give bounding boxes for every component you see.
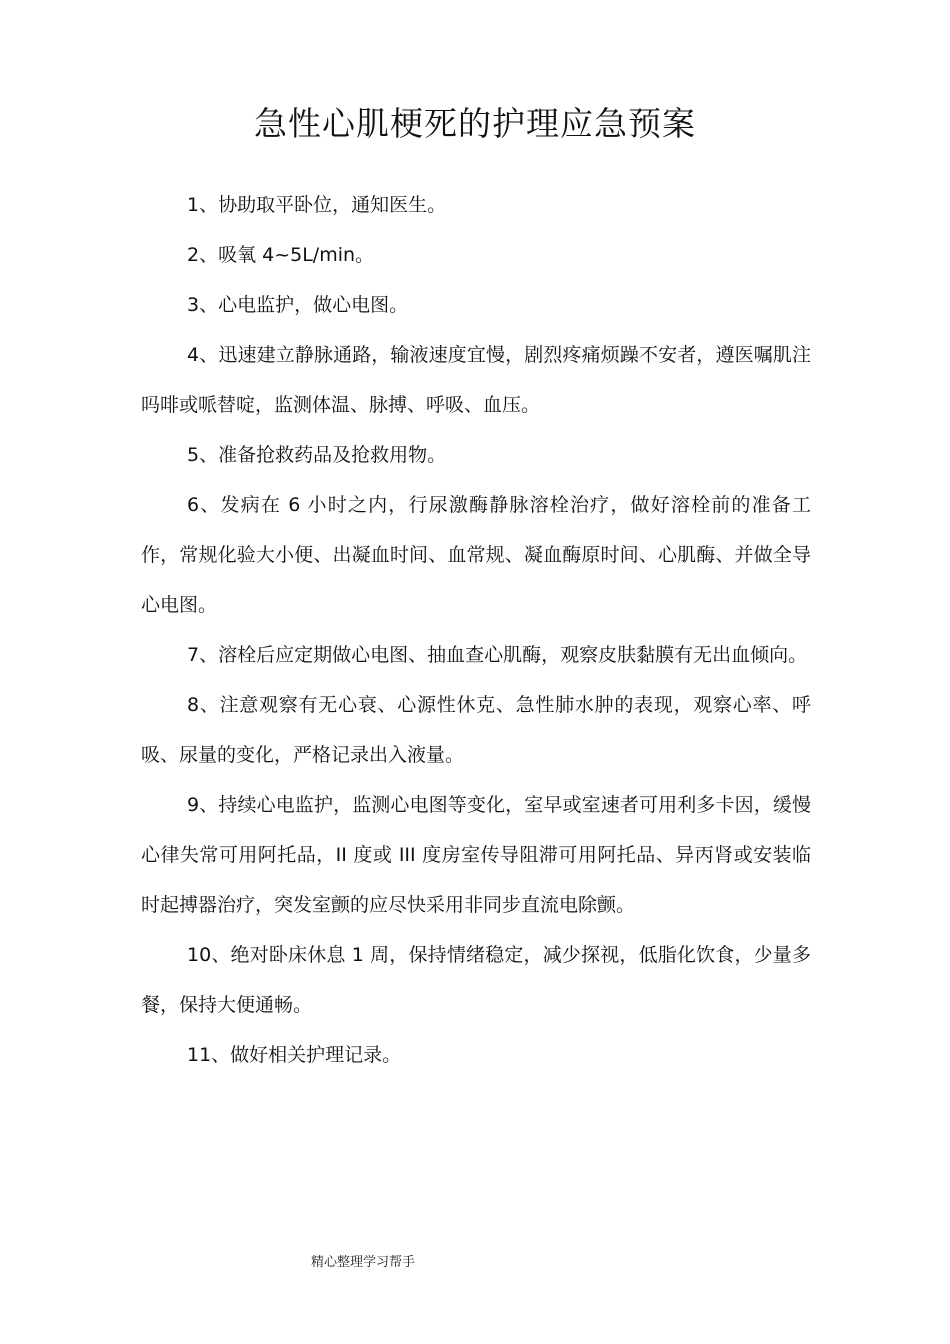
paragraph-item-3: 3、心电监护，做心电图。 (187, 294, 409, 316)
document-body (141, 180, 811, 1080)
paragraph-item-5: 5、准备抢救药品及抢救用物。 (187, 444, 447, 466)
paragraph-item-9: 9、持续心电监护，监测心电图等变化，室早或室速者可用利多卡因，缓慢心律失常可用阿托品，II 度或 III 度房室传导阻滞可用阿托品、异丙肾或安装临时起搏器治疗，突发室颤的应尽快采用非同步直流电除颤。 (141, 794, 811, 916)
paragraph-item-4: 4、迅速建立静脉通路，输液速度宜慢，剧烈疼痛烦躁不安者，遵医嘱肌注吗啡或哌替啶，监测体温、脉搏、呼吸、血压。 (141, 344, 811, 416)
paragraph-item-7: 7、溶栓后应定期做心电图、抽血查心肌酶，观察皮肤黏膜有无出血倾向。 (187, 644, 808, 666)
document-title: 急性心肌梗死的护理应急预案 (254, 104, 696, 143)
paragraph-item-2: 2、吸氧 4~5L/min。 (187, 244, 375, 266)
paragraph-item-8: 8、注意观察有无心衰、心源性休克、急性肺水肿的表现，观察心率、呼吸、尿量的变化，严格记录出入液量。 (141, 694, 811, 766)
paragraph-item-1: 1、协助取平卧位，通知医生。 (187, 194, 447, 216)
page-footer: 精心整理学习帮手 (311, 1255, 416, 1270)
paragraph-item-11: 11、做好相关护理记录。 (187, 1044, 402, 1066)
paragraph-item-10: 10、绝对卧床休息 1 周，保持情绪稳定，减少探视，低脂化饮食，少量多餐，保持大便通畅。 (141, 944, 811, 1016)
paragraph-item-6: 6、发病在 6 小时之内，行尿激酶静脉溶栓治疗，做好溶栓前的准备工作，常规化验大小便、出凝血时间、血常规、凝血酶原时间、心肌酶、并做全导心电图。 (141, 494, 811, 616)
